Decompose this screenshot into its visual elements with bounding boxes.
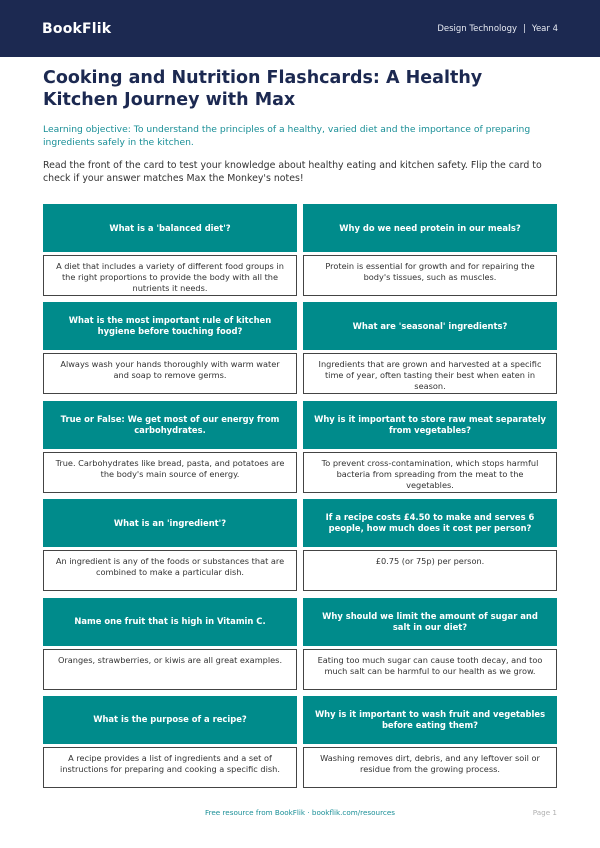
learning-objective: Learning objective: To understand the principles of a healthy, varied diet and the importance of preparing ingredients safely in the kitchen. <box>43 124 531 148</box>
brand-logo[interactable]: BookFlik <box>42 20 112 37</box>
flashcard[interactable] <box>43 499 297 591</box>
flashcard-front: Why is it important to store raw meat separately from vegetables? <box>303 401 557 449</box>
flashcard[interactable] <box>303 696 557 788</box>
flashcard-grid <box>43 204 557 788</box>
footer-link[interactable]: Free resource from BookFlik · bookflik.com/resources <box>204 808 396 817</box>
flashcard[interactable] <box>43 696 297 788</box>
header-meta <box>437 24 558 34</box>
flashcard[interactable] <box>43 302 297 394</box>
flashcard-back: Oranges, strawberries, or kiwis are all great examples. <box>43 649 297 690</box>
flashcard-front: Why do we need protein in our meals? <box>303 204 557 252</box>
flashcard[interactable] <box>303 401 557 493</box>
flashcard[interactable] <box>43 401 297 493</box>
intro-text: Read the front of the card to test your knowledge about healthy eating and kitchen safety. Flip the card to check if your answer matches Max the Monkey's notes! <box>43 160 542 184</box>
flashcard-back: An ingredient is any of the foods or substances that are combined to make a particular dish. <box>43 550 297 591</box>
year-label: Year 4 <box>531 23 558 34</box>
page-footer <box>0 808 600 820</box>
subject-label: Design Technology <box>437 23 518 34</box>
flashcard-back: £0.75 (or 75p) per person. <box>303 550 557 591</box>
flashcard-back: Eating too much sugar can cause tooth decay, and too much salt can be harmful to our health as we grow. <box>303 649 557 690</box>
flashcard-front: If a recipe costs £4.50 to make and serves 6 people, how much does it cost per person? <box>303 499 557 547</box>
meta-separator: | <box>523 23 526 34</box>
flashcard-back: Washing removes dirt, debris, and any leftover soil or residue from the growing process. <box>303 747 557 788</box>
flashcard-back: A diet that includes a variety of different food groups in the right proportions to provide the body with all the nutrients it needs. <box>43 255 297 296</box>
flashcard-front: What are 'seasonal' ingredients? <box>303 302 557 350</box>
flashcard[interactable] <box>303 499 557 591</box>
flashcard-front: What is the purpose of a recipe? <box>43 696 297 744</box>
flashcard-back: Ingredients that are grown and harvested at a specific time of year, often tasting their best when eaten in season. <box>303 353 557 394</box>
page-header <box>0 0 600 57</box>
flashcard-front: What is an 'ingredient'? <box>43 499 297 547</box>
page-number: Page 1 <box>532 808 557 817</box>
flashcard-front: What is a 'balanced diet'? <box>43 204 297 252</box>
flashcard-front: Name one fruit that is high in Vitamin C. <box>43 598 297 646</box>
flashcard-front: Why is it important to wash fruit and vegetables before eating them? <box>303 696 557 744</box>
flashcard-back: Always wash your hands thoroughly with warm water and soap to remove germs. <box>43 353 297 394</box>
page-title: Cooking and Nutrition Flashcards: A Healthy Kitchen Journey with Max <box>43 68 483 110</box>
flashcard-back: To prevent cross-contamination, which stops harmful bacteria from spreading from the meat to the vegetables. <box>303 452 557 493</box>
flashcard[interactable] <box>303 598 557 690</box>
flashcard-front: True or False: We get most of our energy from carbohydrates. <box>43 401 297 449</box>
flashcard-front: What is the most important rule of kitchen hygiene before touching food? <box>43 302 297 350</box>
flashcard-back: Protein is essential for growth and for repairing the body's tissues, such as muscles. <box>303 255 557 296</box>
flashcard-back: A recipe provides a list of ingredients and a set of instructions for preparing and cooking a specific dish. <box>43 747 297 788</box>
flashcard[interactable] <box>43 598 297 690</box>
flashcard[interactable] <box>303 204 557 296</box>
flashcard-front: Why should we limit the amount of sugar and salt in our diet? <box>303 598 557 646</box>
flashcard[interactable] <box>303 302 557 394</box>
flashcard[interactable] <box>43 204 297 296</box>
flashcard-back: True. Carbohydrates like bread, pasta, and potatoes are the body's main source of energy. <box>43 452 297 493</box>
